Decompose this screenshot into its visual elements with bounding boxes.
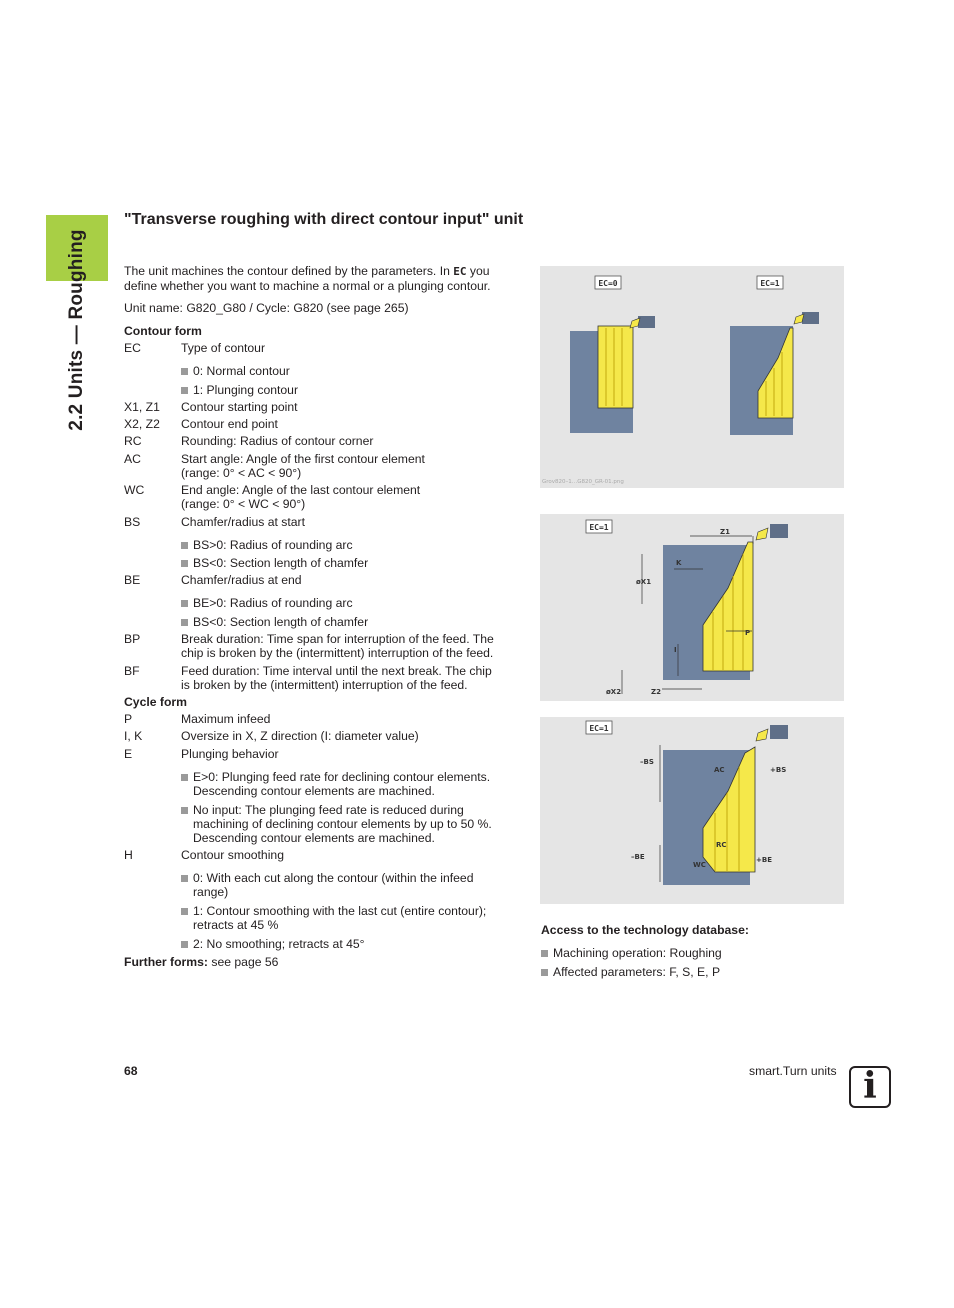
list-item: 1: Plunging contour — [181, 383, 516, 397]
param-ec: EC — [124, 341, 141, 355]
chip-area-left — [598, 326, 633, 408]
fig1-label-ec1: EC=1 — [760, 279, 780, 288]
svg-text:K: K — [676, 559, 682, 567]
param-x2-desc: Contour end point — [181, 417, 278, 431]
param-rc: RC — [124, 434, 142, 448]
param-e: E — [124, 747, 133, 761]
svg-text:–BE: –BE — [631, 853, 645, 861]
param-x2: X2, Z2 — [124, 417, 160, 431]
param-bf-desc: Feed duration: Time interval until the next break. The chip is broken by the (intermittent) interruption of the feed. — [181, 664, 492, 692]
param-ac: AC — [124, 452, 141, 466]
list-item: 0: Normal contour — [181, 364, 516, 378]
svg-text:+BS: +BS — [770, 766, 787, 774]
info-icon: i — [849, 1066, 891, 1108]
list-item: BS<0: Section length of chamfer — [181, 615, 516, 629]
fig1-label-ec0: EC=0 — [598, 279, 618, 288]
param-bs: BS — [124, 515, 141, 529]
param-wc: WC — [124, 483, 145, 497]
param-x1: X1, Z1 — [124, 400, 160, 414]
page-number: 68 — [124, 1064, 138, 1078]
unit-name: Unit name: G820_G80 / Cycle: G820 (see page 265) — [124, 301, 409, 315]
svg-text:+BE: +BE — [756, 856, 772, 864]
svg-text:Z1: Z1 — [720, 528, 730, 536]
param-be-desc: Chamfer/radius at end — [181, 573, 302, 587]
param-e-desc: Plunging behavior — [181, 747, 279, 761]
param-wc-desc: End angle: Angle of the last contour element (range: 0° < WC < 90°) — [181, 483, 421, 511]
list-item: 2: No smoothing; retracts at 45° — [181, 937, 516, 951]
param-bf: BF — [124, 664, 140, 678]
svg-text:Z2: Z2 — [651, 688, 661, 696]
svg-text:WC: WC — [693, 861, 706, 869]
list-item: Affected parameters: F, S, E, P — [541, 965, 720, 979]
further-forms: Further forms: see page 56 — [124, 955, 279, 969]
svg-text:øX2: øX2 — [606, 688, 622, 696]
intro-paragraph — [124, 264, 519, 293]
sidebar-chapter-title — [46, 215, 108, 445]
list-item: 0: With each cut along the contour (within the infeed range) — [181, 871, 516, 899]
fig3-label: EC=1 — [589, 724, 609, 733]
param-x1-desc: Contour starting point — [181, 400, 298, 414]
footer-section: smart.Turn units — [749, 1064, 837, 1078]
list-item: E>0: Plunging feed rate for declining contour elements. Descending contour elements are machined. — [181, 770, 516, 798]
param-p-desc: Maximum infeed — [181, 712, 271, 726]
svg-text:RC: RC — [716, 841, 727, 849]
list-item: BS>0: Radius of rounding arc — [181, 538, 516, 552]
param-ik: I, K — [124, 729, 143, 743]
section-heading: "Transverse roughing with direct contour input" unit — [124, 211, 524, 228]
param-be: BE — [124, 573, 141, 587]
list-item: BE>0: Radius of rounding arc — [181, 596, 516, 610]
intro-code: EC — [453, 265, 467, 278]
figure-chamfer-radius — [540, 717, 844, 904]
list-item: BS<0: Section length of chamfer — [181, 556, 516, 570]
sidebar-chapter-label: 2.2 Units — Roughing — [66, 229, 87, 431]
list-item: Machining operation: Roughing — [541, 946, 722, 960]
svg-text:øX1: øX1 — [636, 578, 652, 586]
svg-text:–BS: –BS — [640, 758, 654, 766]
figure-ec1-dimensions — [540, 514, 844, 701]
param-bp: BP — [124, 632, 141, 646]
cycle-form-title: Cycle form — [124, 695, 187, 709]
param-ec-desc: Type of contour — [181, 341, 266, 355]
param-bp-desc: Break duration: Time span for interruption of the feed. The chip is broken by the (intermittent) interruption of the feed. — [181, 632, 494, 660]
intro-text-1: The unit machines the contour defined by the parameters. In — [124, 264, 454, 278]
param-p: P — [124, 712, 133, 726]
fig2-label: EC=1 — [589, 523, 609, 532]
param-h-desc: Contour smoothing — [181, 848, 284, 862]
intro-text-3: define whether you want to machine a normal or a plunging contour. — [124, 279, 491, 293]
svg-text:I: I — [674, 646, 677, 654]
svg-text:AC: AC — [714, 766, 725, 774]
contour-form-title: Contour form — [124, 324, 202, 338]
param-bs-desc: Chamfer/radius at start — [181, 515, 305, 529]
figure-ec-comparison — [540, 266, 844, 488]
param-ac-desc: Start angle: Angle of the first contour element (range: 0° < AC < 90°) — [181, 452, 425, 480]
param-ik-desc: Oversize in X, Z direction (I: diameter value) — [181, 729, 419, 743]
list-item: 1: Contour smoothing with the last cut (entire contour); retracts at 45 % — [181, 904, 516, 932]
param-h: H — [124, 848, 133, 862]
param-rc-desc: Rounding: Radius of contour corner — [181, 434, 374, 448]
intro-text-2: you — [466, 264, 490, 278]
list-item: No input: The plunging feed rate is reduced during machining of declining contour elements by up to 50 %. Descending contour elements are machined. — [181, 803, 516, 845]
svg-text:P: P — [745, 629, 751, 637]
tech-db-title: Access to the technology database: — [541, 923, 749, 937]
fig1-caption: Grov820–1…G820_GR-01.png — [542, 479, 624, 485]
